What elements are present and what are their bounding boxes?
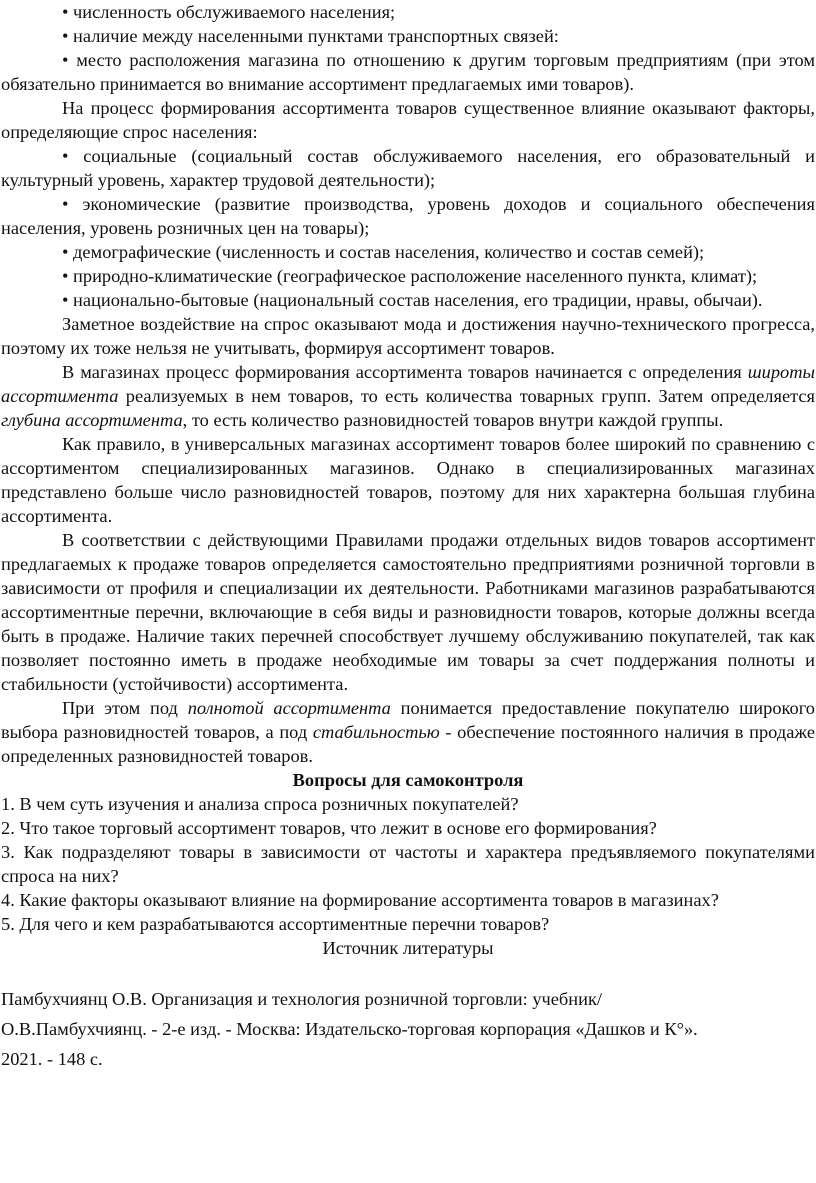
text-segment: В магазинах процесс формирования ассортимента товаров начинается с определения bbox=[62, 362, 748, 382]
bullet-national: • национально-бытовые (национальный состав населения, его традиции, нравы, обычаи). bbox=[62, 290, 763, 310]
paragraph-fashion: Заметное воздействие на спрос оказывают мода и достижения научно-технического прогресса, поэтому их тоже нельзя не учитывать, формируя ассортимент товаров. bbox=[1, 314, 815, 358]
paragraph-assortment-width bbox=[1, 360, 815, 432]
bullet-transport: • наличие между населенными пунктами транспортных связей: bbox=[62, 26, 559, 46]
question-item: 1. В чем суть изучения и анализа спроса розничных покупателей? bbox=[1, 794, 519, 814]
paragraph-demand-intro: На процесс формирования ассортимента товаров существенное влияние оказывают факторы, определяющие спрос населения: bbox=[1, 98, 815, 142]
questions-heading: Вопросы для самоконтроля bbox=[292, 770, 524, 790]
bullet-location: • место расположения магазина по отношению к другим торговым предприятиям (при этом обязательно принимается во внимание ассортимент предлагаемых ими товаров). bbox=[1, 50, 815, 94]
blank-line bbox=[1, 960, 815, 984]
text-segment: - обеспечение постоянного наличия в продаже определенных разновидностей товаров. bbox=[1, 722, 815, 766]
source-line: 2021. - 148 с. bbox=[1, 1049, 103, 1069]
question-item: 2. Что такое торговый ассортимент товаров, что лежит в основе его формирования? bbox=[1, 818, 657, 838]
bullet-demographic: • демографические (численность и состав населения, количество и состав семей); bbox=[62, 242, 705, 262]
question-item: 5. Для чего и кем разрабатываются ассортиментные перечни товаров? bbox=[1, 914, 550, 934]
source-line: Памбухчиянц О.В. Организация и технология розничной торговли: учебник/ bbox=[1, 989, 603, 1009]
question-item: 4. Какие факторы оказывают влияние на формирование ассортимента товаров в магазинах? bbox=[1, 890, 719, 910]
bullet-social: • социальные (социальный состав обслуживаемого населения, его образовательный и культурный уровень, характер трудовой деятельности); bbox=[1, 146, 815, 190]
paragraph-universal-stores: Как правило, в универсальных магазинах ассортимент товаров более широкий по сравнению с ассортиментом специализированных магазинов. Однако в специализированных магазинах представлено больше число разновидностей товаров, поэтому для них характерна большая глубина ассортимента. bbox=[1, 434, 815, 526]
bullet-population: • численность обслуживаемого населения; bbox=[62, 2, 396, 22]
bullet-climate: • природно-климатические (географическое расположение населенного пункта, климат); bbox=[62, 266, 758, 286]
paragraph-sales-rules: В соответствии с действующими Правилами продажи отдельных видов товаров ассортимент предлагаемых к продаже товаров определяется самостоятельно предприятиями розничной торговли в зависимости от профиля и специализации их деятельности. Работниками магазинов разрабатываются ассортиментные перечни, включающие в себя виды и разновидности товаров, которые должны всегда быть в продаже. Наличие таких перечней способствует лучшему обслуживанию покупателей, так как позволяет постоянно иметь в продаже необходимые им товары за счет поддержания полноты и стабильности (устойчивости) ассортимента. bbox=[1, 530, 815, 694]
sources-heading: Источник литературы bbox=[322, 938, 494, 958]
term-depth: глубина ассортимента bbox=[1, 410, 183, 430]
source-line: О.В.Памбухчиянц. - 2-е изд. - Москва: Издательско-торговая корпорация «Дашков и К°». bbox=[1, 1019, 698, 1039]
text-segment: , то есть количество разновидностей товаров внутри каждой группы. bbox=[182, 410, 724, 430]
term-completeness: полнотой ассортимента bbox=[187, 698, 391, 718]
term-stability: стабильностью bbox=[312, 722, 440, 742]
question-item: 3. Как подразделяют товары в зависимости от частоты и характера предъявляемого покупателями спроса на них? bbox=[1, 842, 815, 886]
paragraph-completeness bbox=[1, 696, 815, 768]
text-segment: понимается предоставление покупателю широкого выбора разновидностей товаров, а под bbox=[1, 698, 816, 742]
bullet-economic: • экономические (развитие производства, уровень доходов и социального обеспечения населения, уровень розничных цен на товары); bbox=[1, 194, 815, 238]
term-width: широты ассортимента bbox=[1, 362, 815, 406]
text-segment: При этом под bbox=[62, 698, 188, 718]
text-segment: реализуемых в нем товаров, то есть количества товарных групп. Затем определяется bbox=[118, 386, 815, 406]
